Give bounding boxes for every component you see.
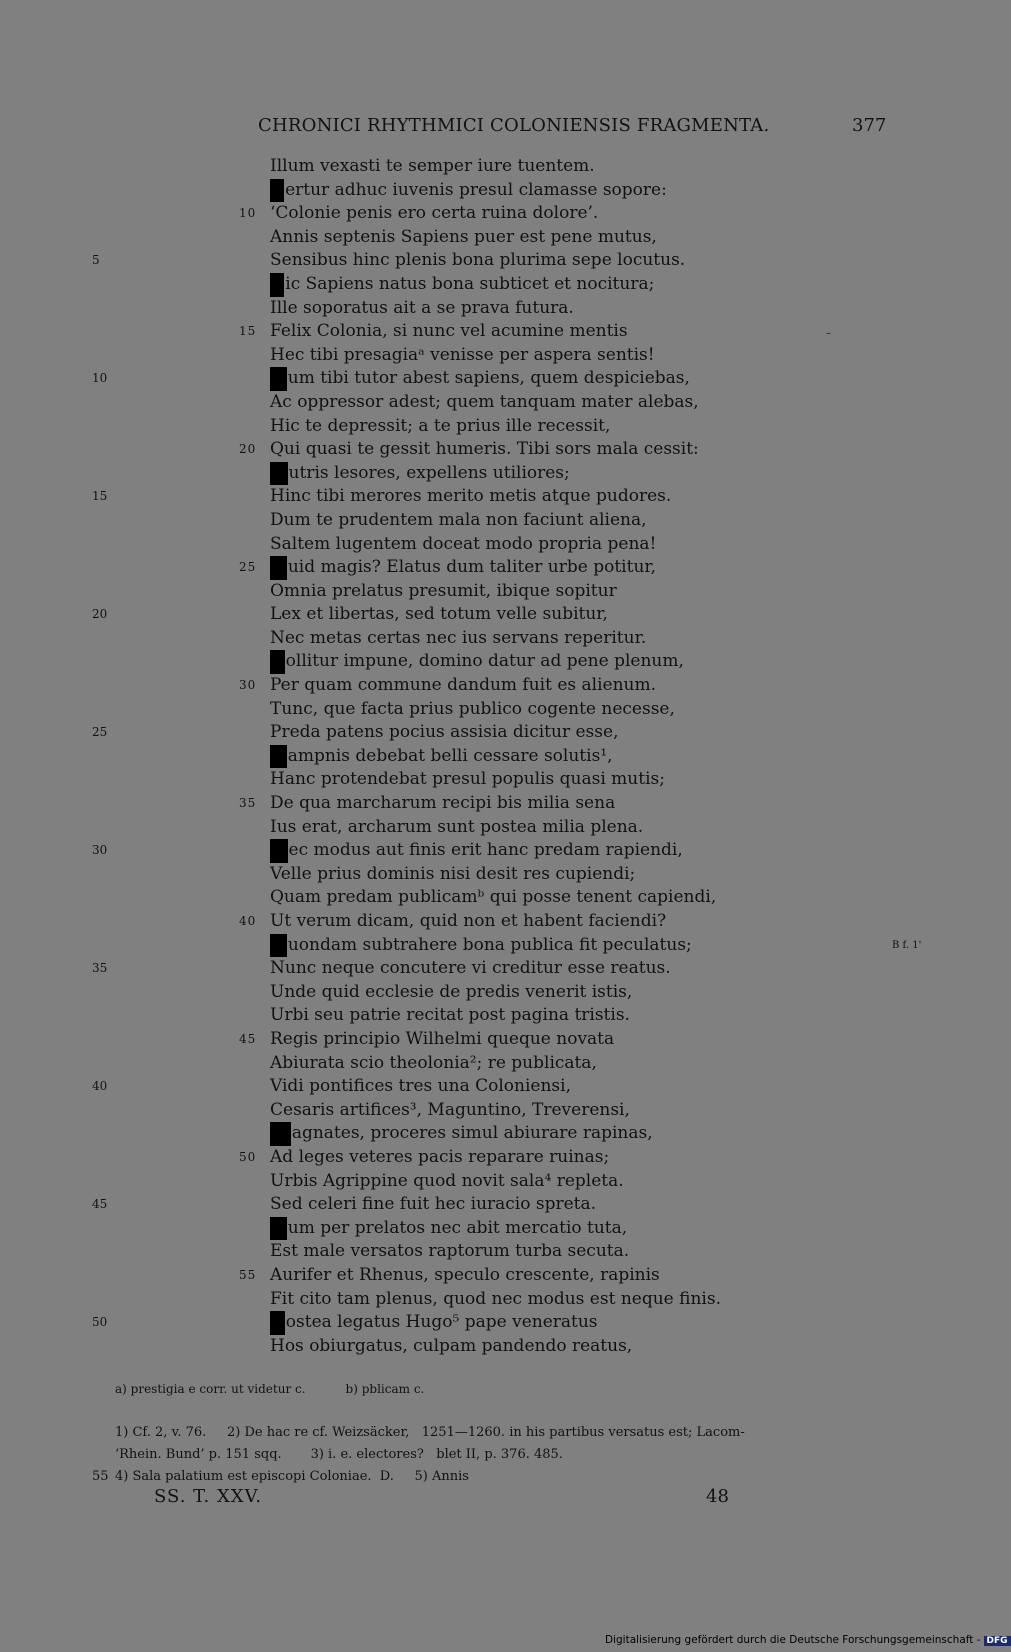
verse-text-wrapper: [270, 1335, 632, 1359]
verse-text: Ille soporatus ait a se prava futura.: [270, 297, 574, 318]
sheet-number: 48: [706, 1486, 729, 1507]
verse-line: [0, 462, 1000, 486]
verse-line: [0, 415, 1000, 439]
verse-text-wrapper: [270, 768, 665, 792]
verse-line: [0, 627, 1000, 651]
digitization-credit: [605, 1634, 1011, 1652]
variant-note: b) pblicam c.: [345, 1382, 425, 1396]
verse-text-wrapper: [270, 1122, 653, 1146]
verse-text-wrapper: [270, 698, 675, 722]
dfg-logo: DFG: [984, 1636, 1011, 1646]
verse-text: Ac oppressor adest; quem tanquam mater alebas,: [270, 391, 699, 412]
rubricated-initial: D: [270, 745, 287, 769]
verse-text: Qui quasi te gessit humeris. Tibi sors mala cessit:: [270, 439, 699, 460]
footnote-line: [115, 1444, 885, 1466]
rubricated-initial: P: [270, 1311, 285, 1335]
verse-line: [0, 273, 1000, 297]
verse-text-wrapper: [270, 1264, 660, 1288]
rubricated-initial: D: [270, 367, 287, 391]
verse-line: [0, 1240, 1000, 1264]
manuscript-line-number: 10: [92, 371, 108, 386]
verse-text-wrapper: [270, 297, 574, 321]
verse-text-wrapper: [270, 1311, 598, 1335]
manuscript-line-number: 45: [92, 1197, 108, 1212]
verse-text: Preda patens pocius assisia dicitur esse,: [270, 722, 619, 743]
verse-text: Illum vexasti te semper iure tuentem.: [270, 156, 595, 176]
verse-text: Hos obiurgatus, culpam pandendo reatus,: [270, 1335, 633, 1356]
verse-text-wrapper: [270, 863, 635, 887]
verse-text: Ius erat, archarum sunt postea milia plena.: [270, 816, 644, 837]
verse-line: [0, 367, 1000, 391]
verse-text-wrapper: [270, 438, 699, 462]
verse-text: Urbis Agrippine quod novit sala⁴ repleta.: [270, 1170, 624, 1191]
verse-line: [0, 202, 1000, 226]
verse-text: Annis septenis Sapiens puer est pene mutus,: [270, 226, 657, 247]
verse-text: Saltem lugentem doceat modo propria pena!: [270, 533, 657, 554]
stray-mark: –: [826, 328, 831, 339]
verse-line: [0, 863, 1000, 887]
verse-number: 55: [239, 1267, 257, 1282]
rubricated-initial: T: [270, 650, 285, 674]
verse-text-wrapper: [270, 226, 657, 250]
verse-line: [0, 934, 1000, 958]
verse-number: 10: [239, 206, 257, 221]
verse-text-wrapper: [270, 1075, 571, 1099]
verse-text-wrapper: [270, 1170, 624, 1194]
verse-block: [0, 155, 1000, 1358]
verse-number: 15: [239, 324, 257, 339]
verse-text: Est male versatos raptorum turba secuta.: [270, 1241, 630, 1262]
footnote-line: [92, 1466, 885, 1488]
verse-line: [0, 1028, 1000, 1052]
verse-text: uondam subtrahere bona publica fit peculatus;: [287, 934, 692, 955]
variant-readings: [115, 1382, 464, 1396]
verse-text-wrapper: [270, 1146, 609, 1170]
rubricated-initial: S: [270, 273, 284, 297]
verse-number: 25: [239, 560, 257, 575]
verse-line: [0, 721, 1000, 745]
verse-text-wrapper: [270, 650, 684, 674]
verse-text-wrapper: [270, 792, 615, 816]
verse-text-wrapper: [270, 320, 628, 344]
variant-note: a) prestigia e corr. ut videtur c.: [115, 1382, 306, 1396]
footnote-line-number: 55: [92, 1469, 109, 1484]
verse-line: [0, 957, 1000, 981]
verse-text: Dum te prudentem mala non faciunt aliena,: [270, 509, 647, 530]
manuscript-line-number: 25: [92, 725, 108, 740]
verse-line: [0, 391, 1000, 415]
verse-text-wrapper: [270, 556, 656, 580]
verse-text: Sensibus hinc plenis bona plurima sepe locutus.: [270, 250, 686, 271]
footnotes: [92, 1422, 885, 1488]
verse-text: Per quam commune dandum fuit es alienum.: [270, 675, 657, 696]
verse-text-wrapper: [270, 674, 656, 698]
verse-text: Tunc, que facta prius publico cogente necesse,: [270, 698, 675, 719]
verse-text-wrapper: [270, 1028, 614, 1052]
footnote-line: [115, 1422, 885, 1444]
verse-line: [0, 320, 1000, 344]
verse-line: [0, 768, 1000, 792]
verse-line: [0, 839, 1000, 863]
verse-text-wrapper: [270, 273, 654, 297]
verse-text: ic Sapiens natus bona subticet et nocitura;: [285, 273, 655, 294]
footnote-text: ‘Rhein. Bund’ p. 151 sqq. 3) i. e. electores? blet II, p. 376. 485.: [115, 1447, 563, 1462]
verse-line: [0, 1146, 1000, 1170]
verse-text-wrapper: [270, 485, 671, 509]
verse-line: [0, 249, 1000, 273]
verse-line: [0, 438, 1000, 462]
manuscript-line-number: 40: [92, 1079, 108, 1094]
verse-text-wrapper: [270, 627, 646, 651]
verse-text-wrapper: [270, 981, 632, 1005]
footnote-text: 4) Sala palatium est episcopi Coloniae. D. 5) Annis: [115, 1469, 469, 1484]
verse-line: [0, 603, 1000, 627]
verse-line: [0, 1264, 1000, 1288]
verse-text: utris lesores, expellens utiliores;: [288, 462, 570, 483]
manuscript-line-number: 50: [92, 1315, 108, 1330]
verse-text: agnates, proceres simul abiurare rapinas,: [291, 1123, 653, 1144]
verse-text-wrapper: [270, 249, 685, 273]
rubricated-initial: F: [270, 179, 284, 203]
manuscript-line-number: 5: [92, 253, 100, 268]
verse-text: ec modus aut finis erit hanc predam rapiendi,: [288, 840, 683, 861]
verse-text-wrapper: [270, 934, 692, 958]
verse-text-wrapper: [270, 1004, 630, 1028]
verse-text-wrapper: [270, 1193, 596, 1217]
verse-text-wrapper: [270, 957, 671, 981]
verse-text-wrapper: [270, 816, 643, 840]
verse-text-wrapper: [270, 155, 595, 179]
verse-line: [0, 297, 1000, 321]
verse-text-wrapper: [270, 580, 617, 604]
manuscript-line-number: 15: [92, 489, 108, 504]
verse-text: Hanc protendebat presul populis quasi mutis;: [270, 769, 665, 790]
verse-line: [0, 745, 1000, 769]
running-header-title: CHRONICI RHYTHMICI COLONIENSIS FRAGMENTA.: [258, 115, 770, 136]
verse-text-wrapper: [270, 603, 608, 627]
manuscript-line-number: 20: [92, 607, 108, 622]
verse-line: [0, 485, 1000, 509]
verse-text: Ad leges veteres pacis reparare ruinas;: [270, 1146, 610, 1167]
verse-number: 30: [239, 678, 257, 693]
rubricated-initial: N: [270, 462, 288, 486]
rubricated-initial: M: [270, 1122, 291, 1146]
verse-text: um per prelatos nec abit mercatio tuta,: [287, 1217, 628, 1238]
rubricated-initial: Q: [270, 556, 287, 580]
verse-text-wrapper: [270, 1288, 721, 1312]
verse-line: [0, 698, 1000, 722]
verse-line: [0, 1335, 1000, 1359]
verse-text: Sed celeri fine fuit hec iuracio spreta.: [270, 1194, 597, 1215]
verse-line: [0, 910, 1000, 934]
verse-text: Cesaris artifices³, Maguntino, Treverensi,: [270, 1099, 630, 1120]
verse-text-wrapper: [270, 367, 690, 391]
verse-text: Hic te depressit; a te prius ille recessit,: [270, 415, 611, 436]
verse-text: uid magis? Elatus dum taliter urbe potitur,: [287, 557, 657, 578]
verse-text: Vidi pontifices tres una Coloniensi,: [270, 1076, 571, 1097]
verse-line: [0, 556, 1000, 580]
verse-text-wrapper: [270, 1052, 597, 1076]
verse-line: [0, 792, 1000, 816]
verse-text: Abiurata scio theolonia²; re publicata,: [270, 1052, 597, 1073]
verse-line: [0, 650, 1000, 674]
verse-text: Quam predam publicamᵇ qui posse tenent capiendi,: [270, 887, 717, 908]
verse-text: Velle prius dominis nisi desit res cupiendi;: [270, 863, 636, 884]
verse-line: [0, 886, 1000, 910]
signature-mark: SS. T. XXV.: [154, 1486, 263, 1507]
manuscript-line-number: 30: [92, 843, 108, 858]
verse-text-wrapper: [270, 1099, 630, 1123]
verse-text-wrapper: [270, 721, 618, 745]
page-number: 377: [852, 115, 887, 136]
verse-line: [0, 674, 1000, 698]
rubricated-initial: N: [270, 839, 288, 863]
verse-text: ollitur impune, domino datur ad pene plenum,: [285, 651, 684, 672]
verse-text-wrapper: [270, 1240, 629, 1264]
verse-line: [0, 1311, 1000, 1335]
footnote-text: 1) Cf. 2, v. 76. 2) De hac re cf. Weizsäcker, 1251—1260. in his partibus versatus est; Lacom-: [115, 1425, 745, 1440]
verse-text-wrapper: [270, 533, 656, 557]
verse-text-wrapper: [270, 886, 716, 910]
rubricated-initial: D: [270, 1217, 287, 1241]
verse-line: [0, 1170, 1000, 1194]
verse-line: [0, 1099, 1000, 1123]
verse-text: Felix Colonia, si nunc vel acumine mentis: [270, 321, 628, 342]
verse-text: Ut verum dicam, quid non et habent faciendi?: [270, 911, 667, 931]
verse-text: Aurifer et Rhenus, speculo crescente, rapinis: [270, 1264, 660, 1285]
verse-text: ampnis debebat belli cessare solutis¹,: [287, 745, 613, 766]
verse-text: Unde quid ecclesie de predis venerit istis,: [270, 981, 633, 1002]
verse-line: [0, 1288, 1000, 1312]
verse-line: [0, 344, 1000, 368]
verse-text: um tibi tutor abest sapiens, quem despiciebas,: [287, 368, 690, 389]
verse-line: [0, 1075, 1000, 1099]
margin-folio-note: B f. 1': [892, 939, 922, 951]
verse-text-wrapper: [270, 415, 610, 439]
verse-text-wrapper: [270, 1217, 627, 1241]
verse-text: Nunc neque concutere vi creditur esse reatus.: [270, 958, 671, 979]
verse-number: 20: [239, 442, 257, 457]
verse-text: Urbi seu patrie recitat post pagina tristis.: [270, 1005, 630, 1026]
verse-text: Hinc tibi merores merito metis atque pudores.: [270, 486, 672, 507]
verse-text-wrapper: [270, 391, 699, 415]
verse-line: [0, 1193, 1000, 1217]
rubricated-initial: Q: [270, 934, 287, 958]
verse-text-wrapper: [270, 179, 667, 203]
verse-text: De qua marcharum recipi bis milia sena: [270, 793, 616, 814]
verse-text-wrapper: [270, 202, 598, 226]
verse-line: [0, 981, 1000, 1005]
verse-text: ertur adhuc iuvenis presul clamasse sopore:: [285, 179, 667, 200]
verse-text: Regis principio Wilhelmi queque novata: [270, 1028, 615, 1049]
verse-text-wrapper: [270, 344, 655, 368]
verse-number: 45: [239, 1031, 257, 1046]
verse-line: [0, 1052, 1000, 1076]
verse-text: Hec tibi presagiaᵃ venisse per aspera sentis!: [270, 344, 655, 365]
verse-text-wrapper: [270, 839, 683, 863]
verse-text: Omnia prelatus presumit, ibique sopitur: [270, 580, 617, 601]
verse-line: [0, 533, 1000, 557]
verse-line: [0, 1122, 1000, 1146]
verse-text: Fit cito tam plenus, quod nec modus est neque finis.: [270, 1288, 721, 1309]
verse-text-wrapper: [270, 462, 570, 486]
verse-number: 35: [239, 796, 257, 811]
verse-line: [0, 155, 1000, 179]
verse-text-wrapper: [270, 910, 666, 934]
verse-text: ostea legatus Hugo⁵ pape veneratus: [285, 1312, 598, 1333]
verse-text: Nec metas certas nec ius servans reperitur.: [270, 627, 647, 648]
manuscript-line-number: 35: [92, 961, 108, 976]
verse-line: [0, 816, 1000, 840]
verse-text: ‘Colonie penis ero certa ruina dolore’.: [270, 203, 599, 224]
verse-number: 50: [239, 1149, 257, 1164]
verse-number: 40: [239, 914, 257, 928]
verse-line: [0, 179, 1000, 203]
verse-line: [0, 580, 1000, 604]
verse-line: [0, 509, 1000, 533]
verse-line: [0, 1004, 1000, 1028]
credit-text: Digitalisierung gefördert durch die Deutsche Forschungsgemeinschaft -: [605, 1634, 981, 1646]
verse-text: Lex et libertas, sed totum velle subitur,: [270, 604, 608, 625]
verse-text-wrapper: [270, 745, 613, 769]
verse-text-wrapper: [270, 509, 647, 533]
verse-line: [0, 1217, 1000, 1241]
verse-line: [0, 226, 1000, 250]
